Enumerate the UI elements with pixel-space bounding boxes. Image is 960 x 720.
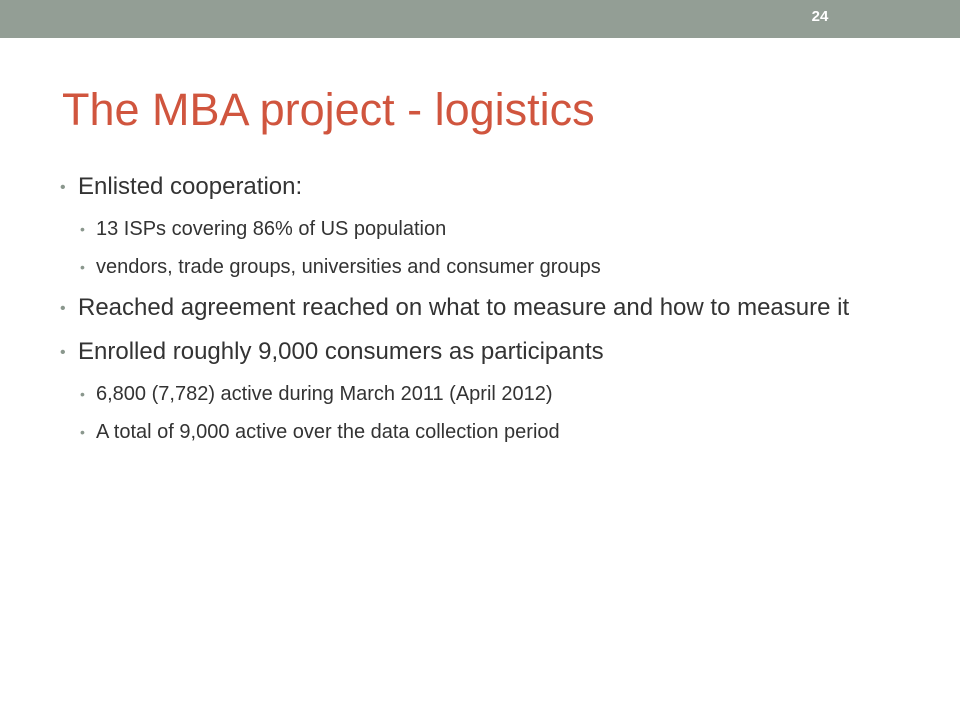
bullet-dot-icon: • bbox=[80, 386, 85, 402]
bullet-dot-icon: • bbox=[80, 424, 85, 440]
sub-bullet-item bbox=[60, 217, 880, 241]
top-bar bbox=[0, 0, 960, 38]
bullet-item bbox=[60, 337, 880, 367]
sub-bullet-text: A total of 9,000 active over the data collection period bbox=[96, 421, 560, 443]
bullet-dot-icon: • bbox=[60, 179, 66, 196]
sub-bullet-text: 6,800 (7,782) active during March 2011 (April 2012) bbox=[96, 383, 553, 405]
bullet-text: Reached agreement reached on what to measure and how to measure it bbox=[78, 294, 850, 321]
sub-bullet-text: vendors, trade groups, universities and consumer groups bbox=[96, 256, 601, 278]
sub-bullet-text: 13 ISPs covering 86% of US population bbox=[96, 218, 447, 240]
bullet-dot-icon: • bbox=[80, 259, 85, 275]
bullet-item bbox=[60, 293, 880, 323]
sub-bullet-item bbox=[60, 382, 880, 406]
bullet-item bbox=[60, 172, 880, 202]
bullet-dot-icon: • bbox=[60, 344, 66, 361]
slide-number: 24 bbox=[811, 8, 829, 25]
bullet-list bbox=[60, 172, 880, 444]
bullet-text: Enlisted cooperation: bbox=[78, 173, 303, 200]
sub-bullet-item bbox=[60, 420, 880, 444]
bullet-dot-icon: • bbox=[80, 221, 85, 237]
sub-bullet-item bbox=[60, 255, 880, 279]
bullet-text: Enrolled roughly 9,000 consumers as participants bbox=[78, 338, 604, 365]
slide-title: The MBA project - logistics bbox=[62, 84, 595, 135]
bullet-dot-icon: • bbox=[60, 300, 66, 317]
